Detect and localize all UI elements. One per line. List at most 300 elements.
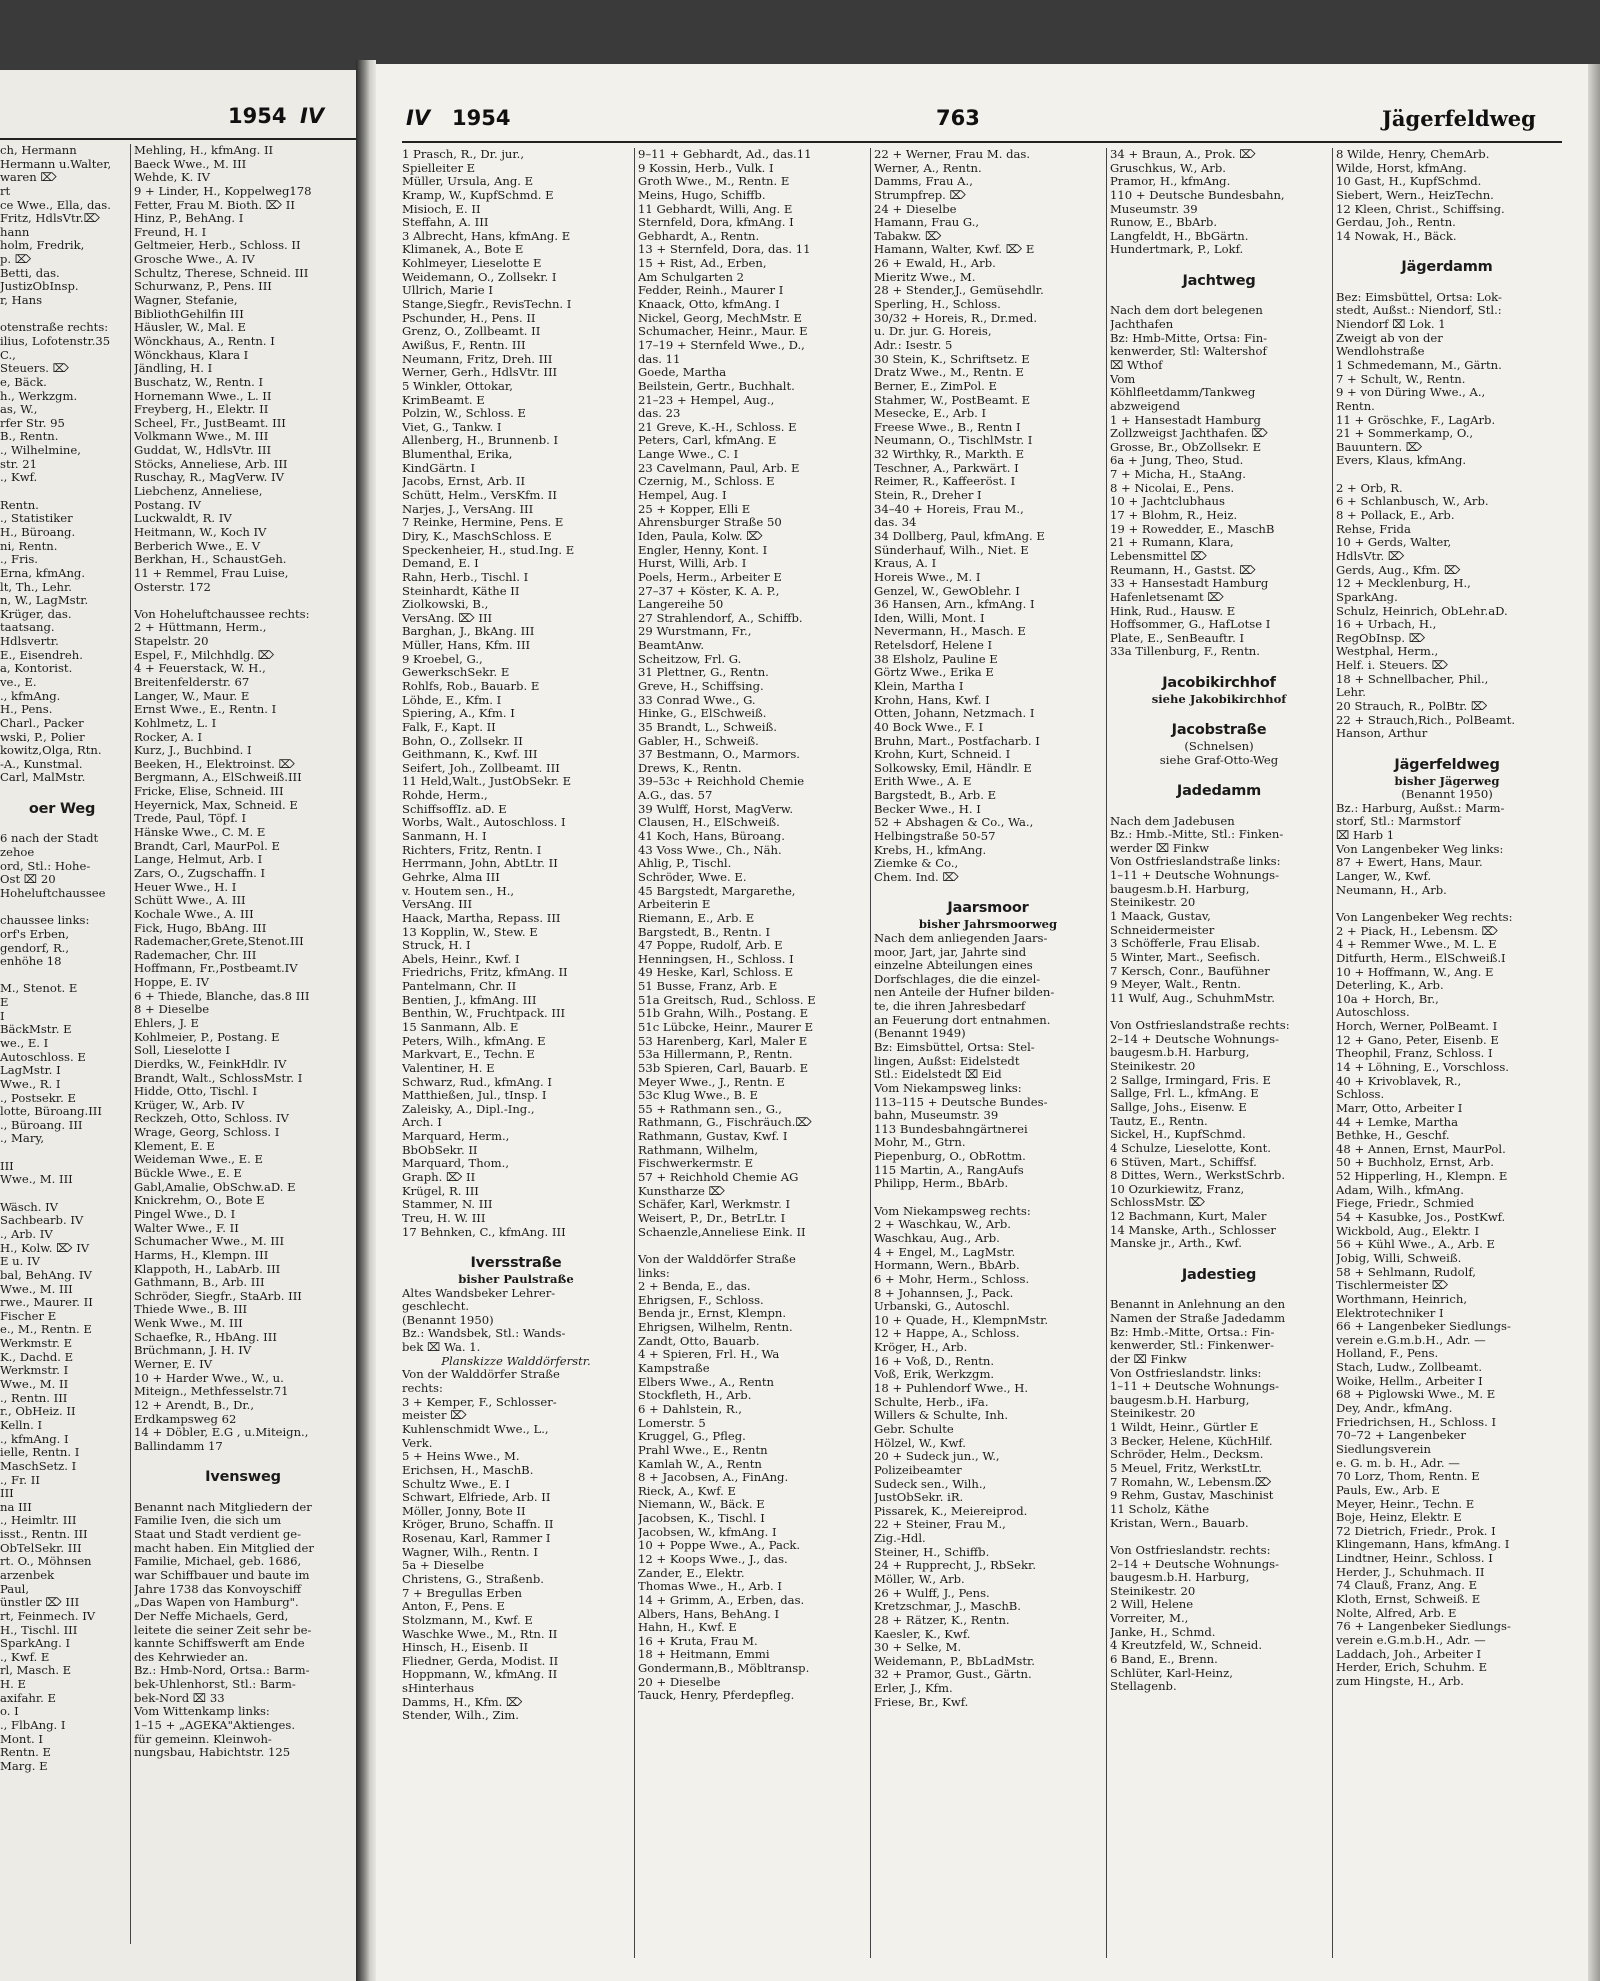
directory-entry: Autoschloss. <box>1336 1006 1410 1020</box>
directory-entry: 24 + Dieselbe <box>874 202 957 216</box>
directory-entry: Sachbearb. IV <box>0 1214 84 1228</box>
directory-entry: Bz.: Harburg, Außst.: Marm- <box>1336 801 1505 815</box>
directory-entry: Schröder, Siegfr., StaArb. III <box>134 1289 302 1303</box>
directory-entry: K., Dachd. E <box>0 1350 74 1364</box>
directory-entry: Pramor, H., kfmAng. <box>1110 175 1231 189</box>
directory-entry: 2 + Orb, R. <box>1336 481 1403 495</box>
directory-entry: Nach dem Jadebusen <box>1110 814 1235 828</box>
directory-entry: 6 nach der Stadt <box>0 832 99 846</box>
directory-entry: 12 + Gano, Peter, Eisenb. E <box>1336 1033 1499 1047</box>
directory-entry: Weidemann, P., BbLadMstr. <box>874 1654 1035 1668</box>
directory-entry: 58 + Sehlmann, Rudolf, <box>1336 1265 1476 1279</box>
directory-entry: Helf. i. Steuers. ⌦ <box>1336 659 1449 673</box>
directory-entry: „Das Wapen von Hamburg". <box>134 1596 299 1610</box>
directory-entry: 32 + Pramor, Gust., Gärtn. <box>874 1668 1032 1682</box>
directory-entry: Bruhn, Mart., Postfacharb. I <box>874 734 1040 748</box>
spacer-line <box>134 1487 352 1501</box>
directory-entry: III <box>0 1487 14 1501</box>
directory-entry: Krohn, Kurt, Schneid. I <box>874 748 1011 762</box>
directory-entry: Meyer Wwe., J., Rentn. E <box>638 1075 785 1089</box>
directory-entry: e, Bäck. <box>0 375 47 389</box>
directory-entry: Zandt, Otto, Bauarb. <box>638 1334 760 1348</box>
directory-entry: 6 Band, E., Brenn. <box>1110 1652 1218 1666</box>
directory-entry: Liebchenz, Anneliese, <box>134 485 263 499</box>
directory-entry: Strumpfrep. ⌦ <box>874 188 966 202</box>
directory-entry: Schloss. <box>1336 1088 1385 1102</box>
directory-entry: 38 Elsholz, Pauline E <box>874 652 998 666</box>
directory-entry: Müller, Hans, Kfm. III <box>402 639 531 653</box>
directory-entry: Pingel Wwe., D. I <box>134 1207 236 1221</box>
spacer-line <box>1336 741 1558 755</box>
directory-entry: 113 Bundesbahngärtnerei <box>874 1122 1028 1136</box>
page-edge <box>1588 64 1600 1981</box>
directory-entry: Jacobsen, W., kfmAng. I <box>638 1525 777 1539</box>
directory-entry: KindGärtn. I <box>402 461 476 475</box>
directory-entry: Herrmann, John, AbtLtr. II <box>402 857 558 871</box>
directory-entry: Familie, Michael, geb. 1686, <box>134 1555 302 1569</box>
directory-entry: Struck, H. I <box>402 939 471 953</box>
directory-entry: 11 Wulf, Aug., SchuhmMstr. <box>1110 991 1275 1005</box>
directory-entry: 10 Ozurkiewitz, Franz, <box>1110 1182 1245 1196</box>
directory-entry: Von Ostfrieslandstraße links: <box>1110 855 1281 869</box>
directory-entry: Sallge, Frl. L., kfmAng. E <box>1110 1087 1259 1101</box>
directory-entry: Reimer, R., Kaffeeröst. I <box>874 475 1016 489</box>
directory-entry: ielle, Rentn. I <box>0 1446 80 1460</box>
directory-entry: 2–14 + Deutsche Wohnungs- <box>1110 1557 1280 1571</box>
directory-entry: Berberich Wwe., E. V <box>134 539 261 553</box>
directory-entry: Kröger, H., Arb. <box>874 1341 968 1355</box>
directory-entry: SparkAng. I <box>0 1637 71 1651</box>
directory-entry: H., Kolw. ⌦ IV <box>0 1241 90 1255</box>
street-heading: Ivensweg <box>205 1469 281 1486</box>
directory-entry: 11 Gebhardt, Willi, Ang. E <box>638 202 793 216</box>
directory-entry: 20 + Sudeck jun., W., <box>874 1450 1000 1464</box>
directory-entry: Kohlmeyer, Lieselotte E <box>402 257 542 271</box>
directory-entry: JustizObInsp. <box>0 280 79 294</box>
directory-entry: Genzel, W., GewOblehr. I <box>874 584 1020 598</box>
directory-entry: Steinhardt, Käthe II <box>402 584 520 598</box>
directory-entry: taatsang. <box>0 621 55 635</box>
spacer-line <box>1110 291 1328 305</box>
directory-entry: Bargstedt, B., Rentn. I <box>638 925 771 939</box>
directory-entry: 10a + Horch, Br., <box>1336 992 1439 1006</box>
directory-entry: Löhde, E., Kfm. I <box>402 693 502 707</box>
directory-entry: 70 Lorz, Thom, Rentn. E <box>1336 1470 1480 1484</box>
directory-entry: Gebr. Schulte <box>874 1422 954 1436</box>
directory-entry: 7 + Schult, W., Rentn. <box>1336 372 1466 386</box>
directory-entry: Becker Wwe., H. I <box>874 802 981 816</box>
directory-entry: Narjes, J., VersAng. III <box>402 502 534 516</box>
directory-entry: 4 + Spieren, Frl. H., Wa <box>638 1348 780 1362</box>
directory-entry: Stockfleth, H., Arb. <box>638 1389 752 1403</box>
directory-entry: Hornemann Wwe., L. II <box>134 389 272 403</box>
directory-entry: Bez: Eimsbüttel, Ortsa: Lok- <box>1336 290 1502 304</box>
directory-entry: Dratz Wwe., M., Rentn. E <box>874 366 1024 380</box>
directory-entry: leitete die seiner Zeit sehr be- <box>134 1623 312 1637</box>
directory-entry: Von der Walddörfer Straße <box>638 1252 796 1266</box>
directory-entry: Von Langenbeker Weg rechts: <box>1336 910 1513 924</box>
spacer-line <box>1110 706 1328 720</box>
directory-entry: Espel, F., Milchhdlg. ⌦ <box>134 648 275 662</box>
directory-entry: Heuer Wwe., H. I <box>134 880 237 894</box>
directory-entry: 37 Bestmann, O., Marmors. <box>638 748 800 762</box>
directory-entry: ObTelSekr. III <box>0 1541 82 1555</box>
directory-entry: kenwerder, Stl.: Finkenwer- <box>1110 1339 1275 1353</box>
directory-entry: 1 + Hansestadt Hamburg <box>1110 413 1261 427</box>
directory-entry: Werner, E. IV <box>134 1358 213 1372</box>
spacer-line <box>0 901 124 915</box>
directory-entry: Hurst, Willi, Arb. I <box>638 557 747 571</box>
directory-entry: 3 Schöfferle, Frau Elisab. <box>1110 937 1261 951</box>
directory-entry: Rosenau, Karl, Rammer I <box>402 1532 551 1546</box>
directory-entry: 2 + Hüttmann, Herm., <box>134 621 267 635</box>
directory-entry: 2 Will, Helene <box>1110 1598 1194 1612</box>
directory-entry: Benda jr., Ernst, Klempn. <box>638 1307 787 1321</box>
spacer-line <box>1110 1285 1328 1299</box>
directory-entry: 1 Schmedemann, M., Gärtn. <box>1336 358 1502 372</box>
directory-entry: ., Fris. <box>0 553 38 567</box>
spacer-line <box>0 1187 124 1201</box>
directory-entry: das. 23 <box>638 407 681 421</box>
directory-entry: ⌧ Harb 1 <box>1336 829 1395 843</box>
directory-entry: bek ⌧ Wa. 1. <box>402 1341 481 1355</box>
directory-entry: werder ⌧ Finkw <box>1110 841 1210 855</box>
directory-entry: Drews, K., Rentn. <box>638 761 742 775</box>
street-note: (Schnelsen) <box>1184 739 1254 753</box>
directory-entry: das. 11 <box>638 352 681 366</box>
directory-entry: 33a Tillenburg, F., Rentn. <box>1110 645 1260 659</box>
directory-entry: Herder, J., Schuhmach. II <box>1336 1565 1485 1579</box>
directory-entry: ., Kwf. E <box>0 1650 50 1664</box>
directory-entry: Zander, E., Elektr. <box>638 1566 745 1580</box>
directory-entry: 31 Plettner, G., Rentn. <box>638 666 769 680</box>
spacer-line <box>1336 243 1558 257</box>
directory-entry: Sünderhauf, Wilh., Niet. E <box>874 543 1029 557</box>
directory-entry: 43 Voss Wwe., Ch., Näh. <box>638 843 782 857</box>
spacer-line <box>0 308 124 322</box>
directory-entry: Vorreiter, M., <box>1110 1612 1189 1626</box>
directory-entry: Schwart, Elfriede, Arb. II <box>402 1491 551 1505</box>
directory-entry: 110 + Deutsche Bundesbahn, <box>1110 188 1285 202</box>
directory-entry: Plate, E., SenBeauftr. I <box>1110 631 1245 645</box>
directory-entry: Arbeiterin E <box>638 898 711 912</box>
right-column-divider-4 <box>1332 148 1333 1958</box>
directory-entry: Grosse, Br., ObZollsekr. E <box>1110 440 1262 454</box>
directory-entry: Vom Niekampsweg links: <box>874 1081 1022 1095</box>
directory-entry: Wrage, Georg, Schloss. I <box>134 1126 280 1140</box>
directory-entry: Wwe., R. I <box>0 1077 61 1091</box>
directory-entry: VersAng. ⌦ III <box>402 611 493 625</box>
directory-entry: Miteign., Methfesselstr.71 <box>134 1385 289 1399</box>
directory-entry: SparkAng. <box>1336 590 1398 604</box>
directory-entry: 1 Wildt, Heinr., Gürtler E <box>1110 1421 1259 1435</box>
directory-entry: Schaenzle,Anneliese Eink. II <box>638 1225 806 1239</box>
directory-entry: gendorf, R., <box>0 941 70 955</box>
directory-entry: 6 + Mohr, Herm., Schloss. <box>874 1272 1030 1286</box>
directory-entry: sHinterhaus <box>402 1682 475 1696</box>
spacer-line <box>134 1454 352 1468</box>
directory-entry: Jobig, Willi, Schweiß. <box>1336 1251 1462 1265</box>
directory-entry: otenstraße rechts: <box>0 321 109 335</box>
directory-entry: Lehr. <box>1336 686 1366 700</box>
directory-entry: 113–115 + Deutsche Bundes- <box>874 1095 1048 1109</box>
directory-entry: Worbs, Walt., Autoschloss. I <box>402 816 566 830</box>
directory-entry: Werkmstr. I <box>0 1364 69 1378</box>
directory-entry: Gerds, Aug., Kfm. ⌦ <box>1336 563 1461 577</box>
directory-entry: ⌧ Wthof <box>1110 358 1163 372</box>
directory-entry: Autoschloss. E <box>0 1050 86 1064</box>
directory-entry: Friese, Br., Kwf. <box>874 1695 969 1709</box>
directory-entry: Fiege, Friedr., Schmied <box>1336 1197 1475 1211</box>
street-heading: Jadedamm <box>1176 782 1262 799</box>
directory-entry: 21–23 + Hempel, Aug., <box>638 393 775 407</box>
directory-entry: Verk. <box>402 1436 433 1450</box>
directory-entry: Wilde, Horst, kfmAng. <box>1336 161 1467 175</box>
directory-entry: Kaesler, K., Kwf. <box>874 1627 971 1641</box>
directory-entry: Von Ostfrieslandstr. rechts: <box>1110 1543 1271 1557</box>
directory-entry: 10 + Hoffmann, W., Ang. E <box>1336 965 1494 979</box>
directory-entry: 66 + Langenbeker Siedlungs- <box>1336 1320 1511 1334</box>
directory-entry: 9 Kossin, Herb., Vulk. I <box>638 161 774 175</box>
right-column-1 <box>402 148 630 1968</box>
directory-entry: 34 + Braun, A., Prok. ⌦ <box>1110 148 1256 161</box>
directory-entry: 27–37 + Köster, K. A. P., <box>638 584 780 598</box>
spacer-line <box>1110 1530 1328 1544</box>
directory-entry: Jacobs, Ernst, Arb. II <box>402 475 526 489</box>
directory-entry: Iden, Willi, Mont. I <box>874 611 985 625</box>
directory-entry: H. E <box>0 1678 26 1692</box>
directory-entry: Fischer E <box>0 1309 57 1323</box>
directory-entry: der ⌧ Finkw <box>1110 1352 1187 1366</box>
directory-entry: chaussee links: <box>0 914 90 928</box>
directory-entry: Zweigt ab von der <box>1336 331 1443 345</box>
directory-entry: Postang. IV <box>134 498 202 512</box>
directory-entry: 25 + Kopper, Elli E <box>638 502 751 516</box>
directory-entry: Ehlers, J. E <box>134 1017 199 1030</box>
directory-entry: ve., E. <box>0 675 37 689</box>
directory-entry: Schneidermeister <box>1110 923 1215 937</box>
directory-entry: Vom Niekampsweg rechts: <box>874 1204 1031 1218</box>
spacer-line <box>1110 1251 1328 1265</box>
directory-entry: Bergmann, A., ElSchweiß.III <box>134 771 302 785</box>
directory-entry: Sallge, Johs., Eisenw. E <box>1110 1101 1247 1114</box>
spacer-line <box>0 1146 124 1160</box>
directory-entry: Henningsen, H., Schloss. I <box>638 952 794 966</box>
directory-entry: 9 Meyer, Walt., Rentn. <box>1110 978 1241 992</box>
directory-entry: Niemann, W., Bäck. E <box>638 1498 765 1512</box>
directory-entry: Hafenletsenamt ⌦ <box>1110 590 1224 604</box>
directory-entry: Herder, Erich, Schuhm. E <box>1336 1661 1488 1675</box>
directory-entry: 34 Dollberg, Paul, kfmAng. E <box>874 529 1045 543</box>
directory-entry: Hahn, H., Kwf. E <box>638 1621 737 1635</box>
directory-entry: Hundertmark, P., Lokf. <box>1110 243 1244 257</box>
directory-entry: -A., Kunstmal. <box>0 757 83 771</box>
directory-entry: 70–72 + Langenbeker <box>1336 1429 1466 1443</box>
directory-entry: Hamann, Frau G., <box>874 216 980 230</box>
directory-entry: 8 + Jacobsen, A., FinAng. <box>638 1471 789 1485</box>
directory-entry: Tauck, Henry, Pferdepfleg. <box>638 1689 795 1703</box>
directory-entry: Von Ostfrieslandstr. links: <box>1110 1366 1262 1380</box>
directory-entry: 17 Behnken, C., kfmAng. III <box>402 1225 566 1239</box>
directory-entry: Möller, Jonny, Bote II <box>402 1504 526 1518</box>
directory-entry: 10 Gast, H., KupfSchmd. <box>1336 175 1482 189</box>
directory-entry: Kunstharze ⌦ <box>638 1184 725 1198</box>
directory-entry: Graph. ⌦ II <box>402 1171 476 1185</box>
directory-entry: 21 + Sommerkamp, O., <box>1336 427 1474 441</box>
directory-entry: 51 Busse, Franz, Arb. E <box>638 980 778 994</box>
directory-entry: orf's Erben, <box>0 927 70 941</box>
directory-entry: Mohr, M., Gtrn. <box>874 1136 966 1150</box>
directory-entry: Namen der Straße Jadedamm <box>1110 1311 1286 1325</box>
directory-entry: Hermann u.Walter, <box>0 157 112 171</box>
directory-entry: Werkmstr. E <box>0 1337 73 1351</box>
directory-entry: 5 Winter, Mart., Seefisch. <box>1110 950 1261 964</box>
directory-entry: Thiede Wwe., B. III <box>134 1303 248 1317</box>
directory-entry: Woike, Hellm., Arbeiter I <box>1336 1374 1483 1388</box>
directory-entry: BäckMstr. E <box>0 1023 72 1037</box>
directory-entry: Voß, Erik, Werkzgm. <box>874 1368 995 1382</box>
directory-entry: Bz.: Wandsbek, Stl.: Wands- <box>402 1327 566 1341</box>
directory-entry: Schaefke, R., HbAng. III <box>134 1330 277 1344</box>
directory-entry: 8 Wilde, Henry, ChemArb. <box>1336 148 1490 161</box>
right-column-divider-3 <box>1106 148 1107 1958</box>
directory-entry: 16 + Kruta, Frau M. <box>638 1634 758 1648</box>
directory-entry: Diry, K., MaschSchloss. E <box>402 529 552 543</box>
directory-entry: 24 + Rupprecht, J., RbSekr. <box>874 1559 1037 1573</box>
directory-entry: Weidemann, O., Zollsekr. I <box>402 270 557 284</box>
directory-entry: Kruggel, G., Pfleg. <box>638 1430 746 1444</box>
directory-entry: baugesm.b.H. Harburg, <box>1110 1393 1250 1407</box>
directory-entry: 76 + Langenbeker Siedlungs- <box>1336 1620 1511 1634</box>
directory-entry: 20 Strauch, R., PolBtr. ⌦ <box>1336 699 1488 713</box>
directory-entry: Valentiner, H. E <box>402 1061 495 1075</box>
directory-entry: Volkmann Wwe., M. III <box>134 430 269 444</box>
directory-entry: Buschatz, W., Rentn. I <box>134 375 264 389</box>
spacer-line <box>638 1239 866 1253</box>
directory-entry: 14 Manske, Arth., Schlosser <box>1110 1223 1276 1237</box>
directory-entry: ünstler ⌦ III <box>0 1596 80 1610</box>
directory-entry: Gehrke, Alma III <box>402 870 500 884</box>
street-note: (Benannt 1950) <box>1401 788 1493 802</box>
directory-entry: nen Anteile der Hufner bilden- <box>874 986 1055 1000</box>
directory-entry: Schäfer, Karl, Werkmstr. I <box>638 1198 791 1212</box>
left-column-divider <box>130 144 131 1944</box>
directory-entry: Rentn. <box>0 498 39 512</box>
directory-entry: Grosche Wwe., A. IV <box>134 253 255 267</box>
directory-entry: ., FlbAng. I <box>0 1719 66 1733</box>
directory-entry: Rohlfs, Rob., Bauarb. E <box>402 679 540 693</box>
directory-entry: Bohn, O., Zollsekr. II <box>402 734 523 748</box>
directory-entry: ord, Stl.: Hohe- <box>0 859 91 873</box>
directory-entry: 4 + Engel, M., LagMstr. <box>874 1245 1016 1259</box>
directory-entry: Laddach, Joh., Arbeiter I <box>1336 1647 1482 1661</box>
directory-entry: ., Büroang. III <box>0 1118 83 1132</box>
directory-entry: 28 + Stender,J., Gemüsehdlr. <box>874 284 1044 298</box>
directory-entry: arzenbek <box>0 1568 55 1582</box>
running-head: Jägerfeldweg <box>1382 106 1536 131</box>
directory-entry: Sudeck sen., Wilh., <box>874 1477 987 1491</box>
directory-entry: BibliothGehilfin III <box>134 307 244 321</box>
directory-entry: 5 Winkler, Ottokar, <box>402 379 513 393</box>
directory-entry: Fick, Hugo, BbAng. III <box>134 921 267 935</box>
directory-entry: Wenk Wwe., M. III <box>134 1317 243 1331</box>
directory-entry: 6a + Jung, Theo, Stud. <box>1110 454 1244 468</box>
directory-entry: 2 + Piack, H., Lebensm. ⌦ <box>1336 924 1498 938</box>
directory-entry: Niendorf ⌧ Lok. 1 <box>1336 318 1446 332</box>
directory-entry: 4 + Feuerstack, W. H., <box>134 662 266 676</box>
directory-entry: Iden, Paula, Kolw. ⌦ <box>638 529 763 543</box>
directory-entry: Charl., Packer <box>0 716 84 730</box>
directory-entry: Retelsdorf, Helene I <box>874 639 993 653</box>
directory-entry: Heitmann, W., Koch IV <box>134 525 267 539</box>
directory-entry: Fricke, Elise, Schneid. III <box>134 785 284 799</box>
directory-entry: C., <box>0 348 16 362</box>
directory-entry: Waschke Wwe., M., Rtn. II <box>402 1627 558 1641</box>
directory-entry: Gabl,Amalie, ObSchw.aD. E <box>134 1180 296 1194</box>
directory-entry: verein e.G.m.b.H., Adr. — <box>1336 1633 1486 1647</box>
directory-entry: Schröder, Helm., Decksm. <box>1110 1448 1264 1462</box>
directory-entry: Mont. I <box>0 1732 43 1746</box>
directory-entry: Adr.: Isestr. 5 <box>874 338 953 352</box>
directory-entry: 40 + Krivoblavek, R., <box>1336 1074 1462 1088</box>
directory-entry: Tischlermeister ⌦ <box>1336 1279 1449 1293</box>
directory-entry: Scheel, Fr., JustBeamt. III <box>134 416 286 430</box>
directory-entry: Paul, <box>0 1582 30 1596</box>
directory-entry: Stahmer, W., PostBeamt. E <box>874 393 1031 407</box>
directory-entry: waren ⌦ <box>0 171 57 185</box>
directory-entry: ., Rentn. III <box>0 1391 68 1405</box>
directory-entry: Werner, Gerh., HdlsVtr. III <box>402 366 558 380</box>
directory-entry: 36 Hansen, Arn., kfmAng. I <box>874 598 1035 612</box>
directory-entry: Rathmann, Wilhelm, <box>638 1143 759 1157</box>
directory-entry: Erna, kfmAng. <box>0 566 86 580</box>
directory-entry: ., kfmAng. I <box>0 1432 69 1446</box>
directory-entry: 5 + Heins Wwe., M. <box>402 1450 520 1464</box>
directory-entry: Knickrehm, O., Bote E <box>134 1194 265 1208</box>
directory-entry: Kretzschmar, J., MaschB. <box>874 1600 1021 1614</box>
directory-entry: Klingemann, Hans, kfmAng. I <box>1336 1538 1510 1552</box>
street-heading: Jacobikirchhof <box>1162 674 1276 691</box>
directory-entry: 10 + Jachtclubhaus <box>1110 495 1225 509</box>
directory-entry: Allenberg, H., Brunnenb. I <box>402 434 559 448</box>
directory-entry: H., Büroang. <box>0 525 76 539</box>
directory-entry: Arch. I <box>402 1116 442 1130</box>
directory-entry: 44 + Lemke, Martha <box>1336 1115 1459 1129</box>
directory-entry: Misioch, E. II <box>402 202 481 216</box>
directory-entry: Wehde, K. IV <box>134 171 210 185</box>
directory-entry: bek-Nord ⌧ 33 <box>134 1691 225 1705</box>
directory-entry: Peters, Carl, kfmAng. E <box>638 434 777 448</box>
directory-entry: Ehrigsen, F., Schloss. <box>638 1293 764 1307</box>
directory-entry: Wönckhaus, Klara I <box>134 348 249 362</box>
directory-entry: 52 Hipperling, H., Klempn. E <box>1336 1170 1508 1184</box>
directory-entry: 47 Poppe, Rudolf, Arb. E <box>638 939 783 953</box>
directory-entry: Rentn. <box>1336 399 1375 413</box>
directory-entry: I <box>0 1009 5 1023</box>
directory-entry: Ernst Wwe., E., Rentn. I <box>134 703 277 717</box>
directory-entry: Marquard, Thom., <box>402 1157 510 1171</box>
directory-entry: 12 Kleen, Christ., Schiffsing. <box>1336 202 1505 216</box>
directory-entry: Baeck Wwe., M. III <box>134 157 247 171</box>
spacer-line <box>402 1239 630 1253</box>
directory-entry: 5 Meuel, Fritz, WerkstLtr. <box>1110 1462 1262 1476</box>
directory-entry: 40 Bock Wwe., F. I <box>874 720 984 734</box>
directory-entry: Willers & Schulte, Inh. <box>874 1409 1009 1423</box>
street-heading: Jachtweg <box>1182 272 1256 289</box>
directory-entry: Dey, Andr., kfmAng. <box>1336 1402 1453 1416</box>
street-heading: Jacobstraße <box>1171 721 1267 738</box>
directory-entry: Stapelstr. 20 <box>134 635 209 649</box>
